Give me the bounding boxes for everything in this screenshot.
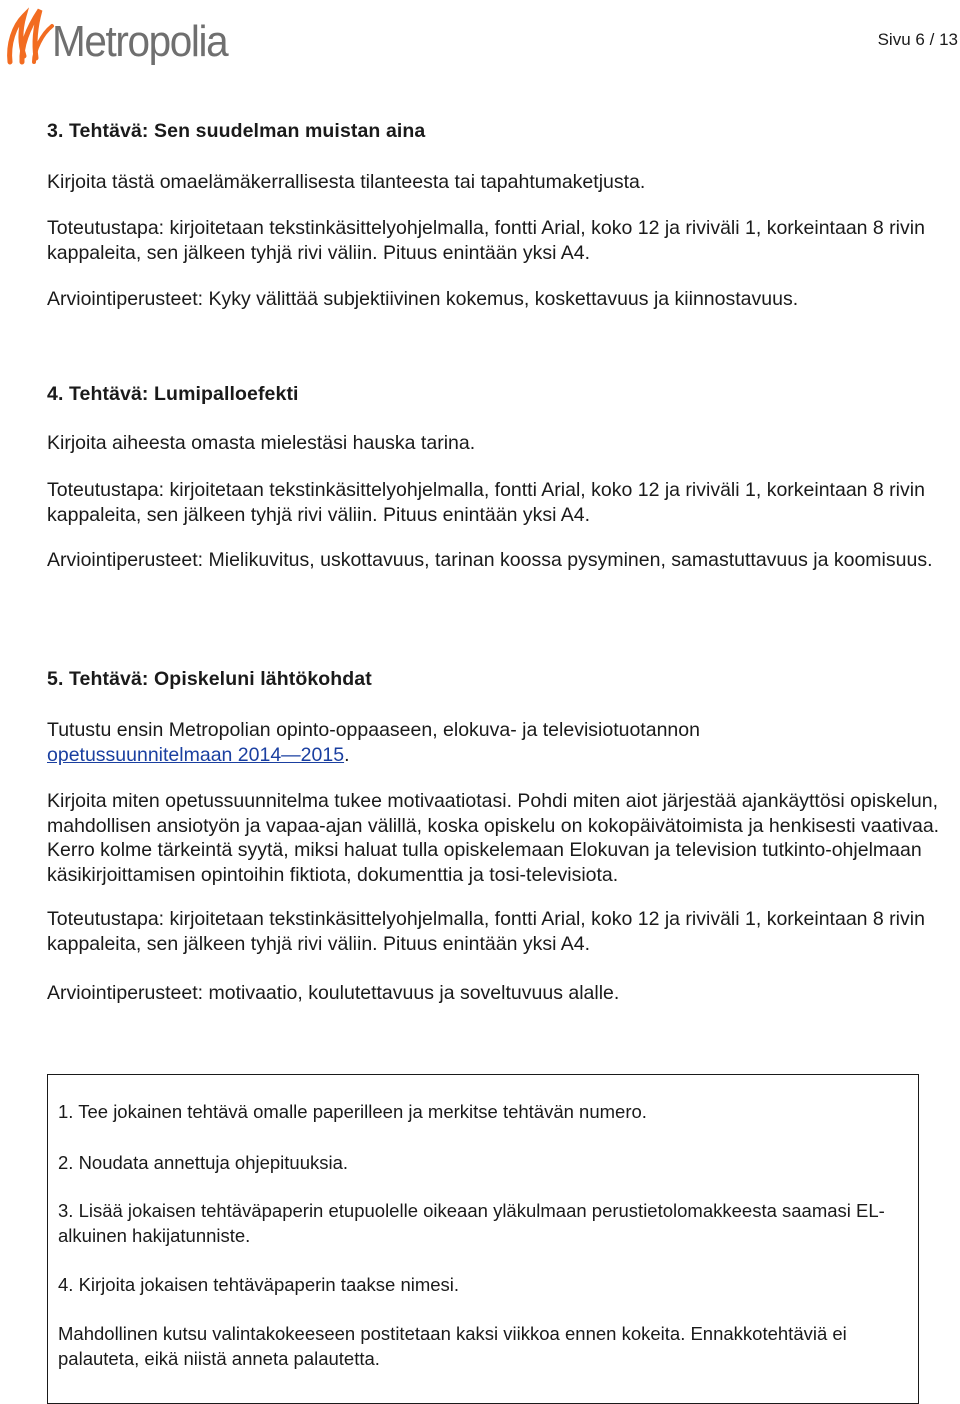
task4-title: 4. Tehtävä: Lumipalloefekti bbox=[47, 383, 299, 405]
task3-criteria: Arviointiperusteet: Kyky välittää subjektiivinen kokemus, koskettavuus ja kiinnostavuus. bbox=[47, 288, 799, 310]
task5-intro-end: . bbox=[344, 743, 350, 766]
page-label: Sivu bbox=[877, 30, 911, 49]
task3-instruction: Kirjoita tästä omaelämäkerrallisesta tilanteesta tai tapahtumaketjusta. bbox=[47, 171, 646, 193]
task4-criteria: Arviointiperusteet: Mielikuvitus, uskottavuus, tarinan koossa pysyminen, samastuttavuus ja koomisuus. bbox=[47, 549, 933, 571]
curriculum-link[interactable]: opetussuunnitelmaan 2014—2015 bbox=[47, 743, 345, 766]
page-current: 6 bbox=[915, 30, 925, 49]
note-item: 2. Noudata annettuja ohjepituuksia. bbox=[58, 1152, 349, 1173]
page-total: 13 bbox=[939, 30, 958, 49]
page-number bbox=[818, 30, 960, 50]
task5-intro bbox=[47, 718, 957, 767]
task5-intro-text: Tutustu ensin Metropolian opinto-oppaaseen, elokuva- ja televisiotuotannon bbox=[47, 719, 700, 741]
task5-title: 5. Tehtävä: Opiskeluni lähtökohdat bbox=[47, 668, 372, 690]
metropolia-logo bbox=[4, 4, 242, 66]
note-item: 3. Lisää jokaisen tehtäväpaperin etupuolelle oikeaan yläkulmaan perustietolomakkeesta saamasi EL-alkuinen hakijatunniste. bbox=[58, 1200, 885, 1246]
note-item: Mahdollinen kutsu valintakokeeseen postitetaan kaksi viikkoa ennen kokeita. Ennakkotehtäviä ei palauteta, eikä niistä anneta palautetta. bbox=[58, 1323, 847, 1369]
metropolia-flame-icon bbox=[4, 4, 56, 66]
page-separator: / bbox=[929, 30, 935, 49]
task3-implementation: Toteutustapa: kirjoitetaan tekstinkäsittelyohjelmalla, fontti Arial, koko 12 ja riviväli 1, korkeintaan 8 rivin kappaleita, sen jälkeen tyhjä rivi väliin. Pituus enintään yksi A4. bbox=[47, 217, 925, 264]
note-item: 4. Kirjoita jokaisen tehtäväpaperin taakse nimesi. bbox=[58, 1274, 460, 1295]
instructions-box bbox=[47, 1074, 919, 1404]
task3-title: 3. Tehtävä: Sen suudelman muistan aina bbox=[47, 120, 426, 142]
task5-instruction: Kirjoita miten opetussuunnitelma tukee motivaatiotasi. Pohdi miten aiot järjestää ajankäyttösi opiskelun, mahdollisen ansiotyön ja vapaa-ajan välillä, koska opiskelu on kokopäivätoimista ja henkisesti vaativaa. Kerro kolme tärkeintä syytä, miksi haluat tulla opiskelemaan Elokuvan ja television tutkinto-ohjelmaan käsikirjoittamisen opintoihin fiktiota, dokumenttia ja tosi-televisiota. bbox=[47, 790, 940, 886]
task5-criteria: Arviointiperusteet: motivaatio, koulutettavuus ja soveltuvuus alalle. bbox=[47, 982, 620, 1004]
task4-instruction: Kirjoita aiheesta omasta mielestäsi hauska tarina. bbox=[47, 432, 476, 454]
note-item: 1. Tee jokainen tehtävä omalle paperilleen ja merkitse tehtävän numero. bbox=[58, 1101, 647, 1122]
task4-implementation: Toteutustapa: kirjoitetaan tekstinkäsittelyohjelmalla, fontti Arial, koko 12 ja riviväli 1, korkeintaan 8 rivin kappaleita, sen jälkeen tyhjä rivi väliin. Pituus enintään yksi A4. bbox=[47, 479, 925, 526]
task5-implementation: Toteutustapa: kirjoitetaan tekstinkäsittelyohjelmalla, fontti Arial, koko 12 ja riviväli 1, korkeintaan 8 rivin kappaleita, sen jälkeen tyhjä rivi väliin. Pituus enintään yksi A4. bbox=[47, 908, 925, 955]
logo-wordmark: Metropolia bbox=[52, 17, 228, 66]
